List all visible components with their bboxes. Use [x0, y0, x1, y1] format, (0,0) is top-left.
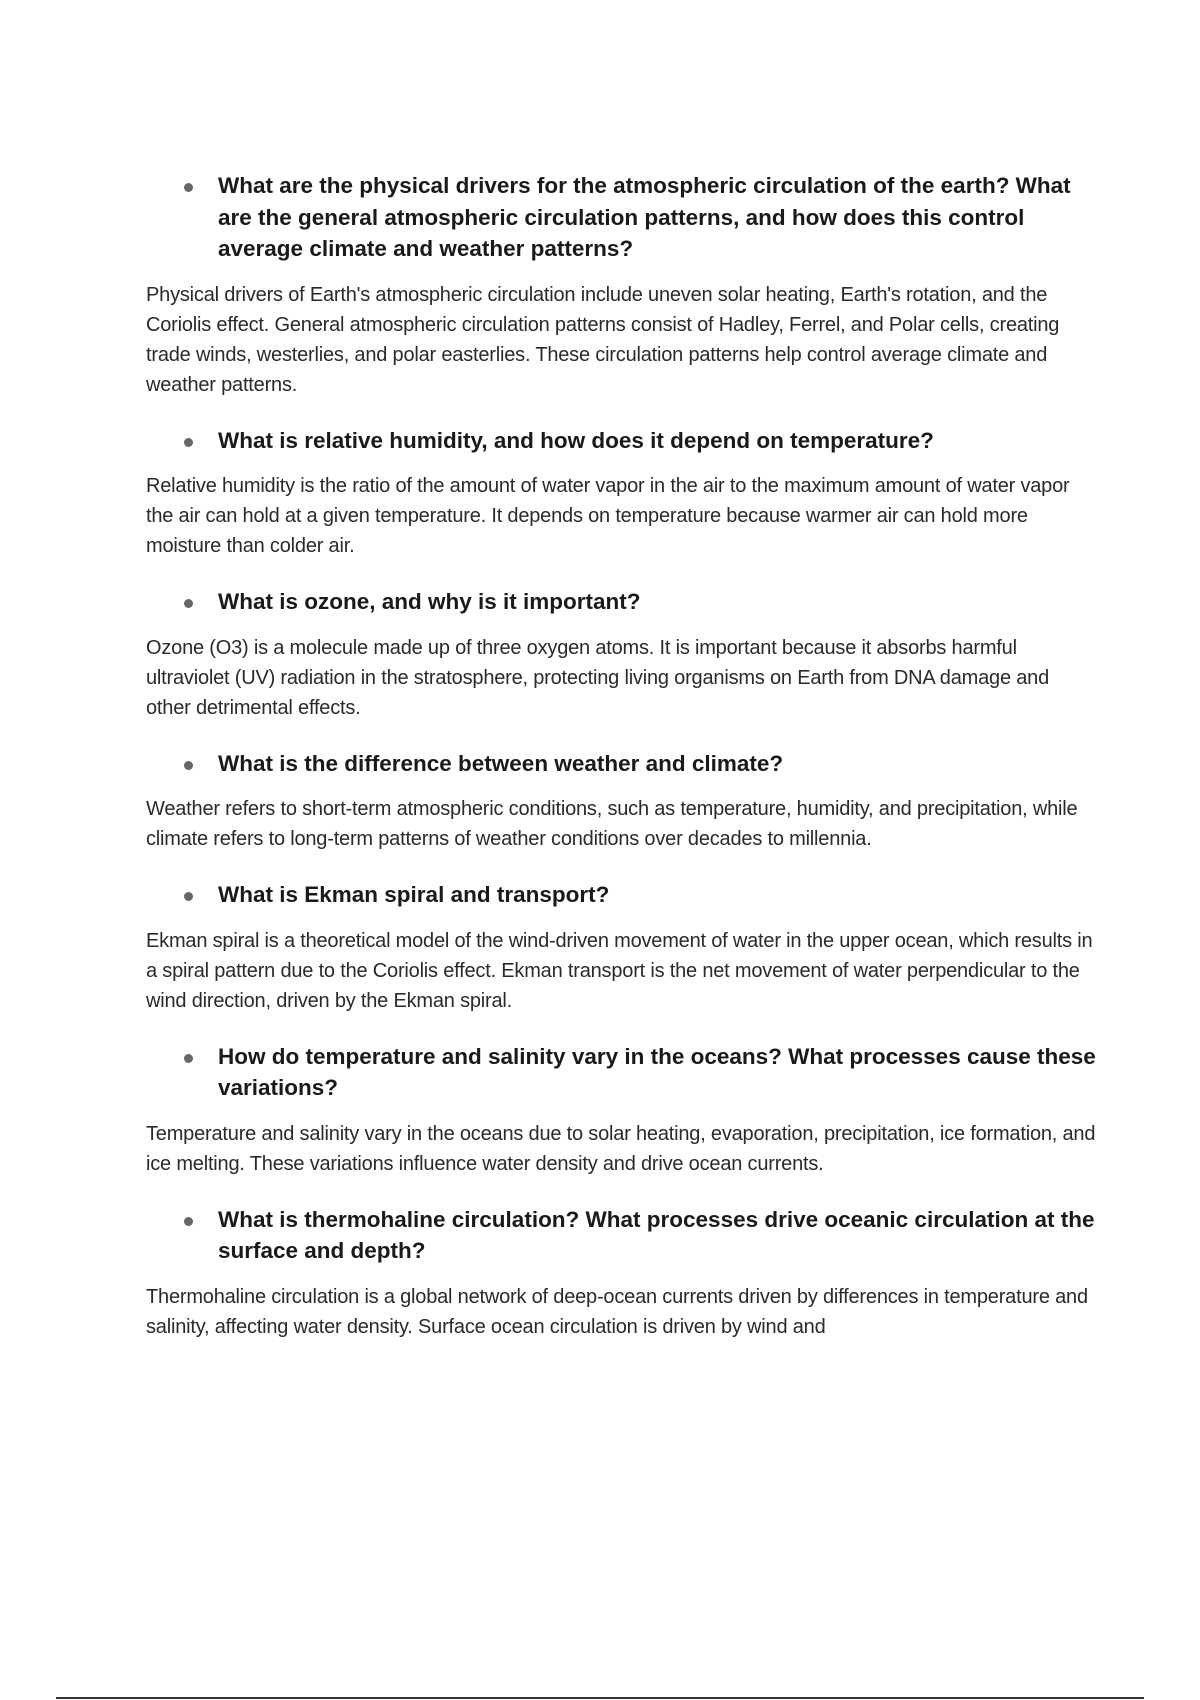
qa-item [146, 879, 1096, 1016]
bullet-icon [184, 1217, 193, 1226]
question-heading [218, 586, 1096, 618]
question-heading [218, 425, 1096, 457]
qa-item [146, 586, 1096, 723]
question-text: How do temperature and salinity vary in the oceans? What processes cause these variations? [218, 1043, 1096, 1100]
bullet-icon [184, 892, 193, 901]
answer-paragraph: Thermohaline circulation is a global network of deep-ocean currents driven by differences in temperature and salinity, affecting water density. Surface ocean circulation is driven by wind and [146, 1285, 1088, 1338]
bullet-icon [184, 1054, 193, 1063]
page-bottom-rule [56, 1697, 1144, 1699]
answer-paragraph: Ozone (O3) is a molecule made up of three oxygen atoms. It is important because it absorbs harmful ultraviolet (UV) radiation in the stratosphere, protecting living organisms on Earth from DNA damage and other detrimental effects. [146, 636, 1049, 719]
answer-paragraph: Temperature and salinity vary in the oceans due to solar heating, evaporation, precipitation, ice formation, and ice melting. These variations influence water density and drive ocean currents. [146, 1122, 1096, 1175]
question-heading [218, 879, 1096, 911]
qa-item [146, 1041, 1096, 1179]
question-heading [218, 1204, 1096, 1267]
question-heading [218, 1041, 1096, 1104]
bullet-icon [184, 438, 193, 447]
question-text: What is Ekman spiral and transport? [218, 882, 610, 907]
question-heading [218, 170, 1096, 265]
question-text: What is ozone, and why is it important? [218, 589, 641, 614]
document-content [146, 170, 1096, 1367]
answer-paragraph: Weather refers to short-term atmospheric conditions, such as temperature, humidity, and precipitation, while climate refers to long-term patterns of weather conditions over decades to millennia. [146, 798, 1078, 850]
bullet-icon [184, 599, 193, 608]
bullet-icon [184, 761, 193, 770]
qa-item [146, 1204, 1096, 1342]
qa-item [146, 170, 1096, 400]
question-text: What are the physical drivers for the atmospheric circulation of the earth? What are the general atmospheric circulation patterns, and how does this control average climate and weather patterns? [218, 173, 1071, 261]
answer-paragraph: Ekman spiral is a theoretical model of the wind-driven movement of water in the upper ocean, which results in a spiral pattern due to the Coriolis effect. Ekman transport is the net movement of water perpendicular to the wind direction, driven by the Ekman spiral. [146, 929, 1093, 1012]
question-text: What is the difference between weather and climate? [218, 750, 784, 776]
answer-paragraph: Relative humidity is the ratio of the amount of water vapor in the air to the maximum amount of water vapor the air can hold at a given temperature. It depends on temperature because warmer air can hold more moisture than colder air. [146, 475, 1070, 557]
qa-item [146, 425, 1096, 562]
question-heading [218, 748, 1096, 780]
question-text: What is relative humidity, and how does it depend on temperature? [218, 427, 934, 453]
bullet-icon [184, 183, 193, 192]
qa-item [146, 748, 1096, 855]
question-text: What is thermohaline circulation? What processes drive oceanic circulation at the surface and depth? [218, 1206, 1095, 1263]
answer-paragraph: Physical drivers of Earth's atmospheric circulation include uneven solar heating, Earth's rotation, and the Coriolis effect. General atmospheric circulation patterns consist of Hadley, Ferrel, and Polar cells, creating trade winds, westerlies, and polar easterlies. These circulation patterns help control average climate and weather patterns. [146, 283, 1060, 396]
